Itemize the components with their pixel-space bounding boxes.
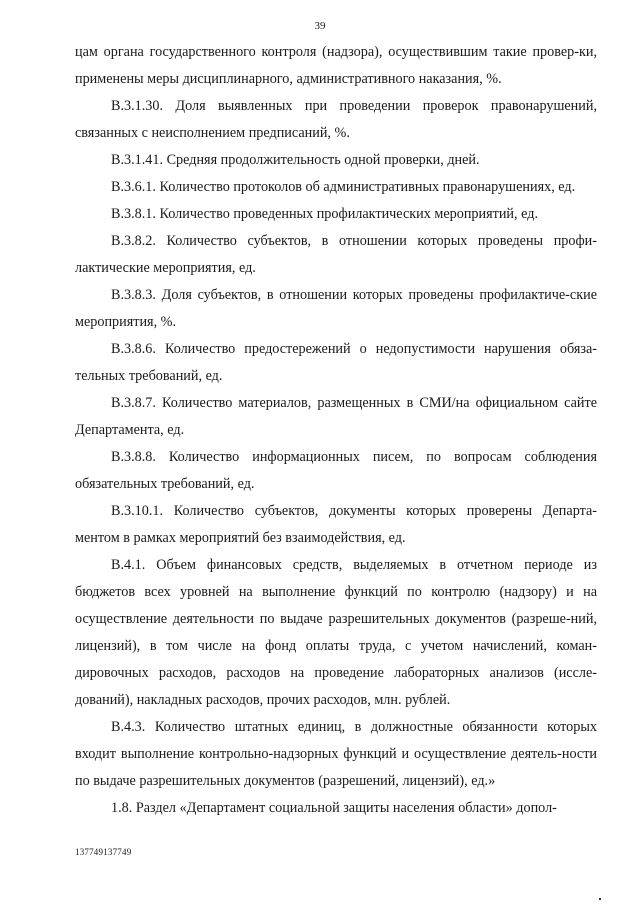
paragraph: В.3.1.41. Средняя продолжительность одной проверки, дней.: [111, 152, 480, 168]
document-body: [75, 39, 597, 822]
paragraph: В.4.1. Объем финансовых средств, выделяемых в отчетном периоде из бюджетов всех уровней на выполнение функций по контролю (надзору) и на осуществление деятельности по выдаче разрешительных документов (разреше-ний, лицензий), в том числе на фонд оплаты труда, с учетом начислений, коман-дировочных расходов, расходов на проведение лабораторных анализов (иссле-дований), накладных расходов, прочих расходов, млн. рублей.: [75, 557, 597, 708]
paragraph: В.3.6.1. Количество протоколов об административных правонарушениях, ед.: [111, 179, 576, 195]
paragraph: 1.8. Раздел «Департамент социальной защиты населения области» допол-: [111, 800, 557, 816]
document-code: 137749137749: [75, 847, 132, 857]
paragraph: В.3.10.1. Количество субъектов, документы которых проверены Департа-ментом в рамках мероприятий без взаимодействия, ед.: [75, 503, 597, 546]
page-number: 39: [314, 20, 326, 32]
paragraph: В.3.8.7. Количество материалов, размещенных в СМИ/на официальном сайте Департамента, ед.: [75, 395, 597, 438]
paragraph: В.4.3. Количество штатных единиц, в должностные обязанности которых входит выполнение контрольно-надзорных функций и осуществление деятель-ности по выдаче разрешительных документов (разрешений, лицензий), ед.»: [75, 719, 597, 789]
paragraph: В.3.1.30. Доля выявленных при проведении проверок правонарушений, связанных с неисполнением предписаний, %.: [75, 98, 597, 141]
scan-speck: [599, 898, 601, 900]
paragraph: цам органа государственного контроля (надзора), осуществившим такие провер-ки, применены меры дисциплинарного, административного наказания, %.: [75, 44, 597, 87]
paragraph: В.3.8.8. Количество информационных писем, по вопросам соблюдения обязательных требований, ед.: [75, 449, 597, 492]
paragraph: В.3.8.1. Количество проведенных профилактических мероприятий, ед.: [111, 206, 538, 222]
paragraph: В.3.8.3. Доля субъектов, в отношении которых проведены профилактиче-ские мероприятия, %.: [75, 287, 597, 330]
paragraph: В.3.8.6. Количество предостережений о недопустимости нарушения обяза-тельных требований, ед.: [75, 341, 597, 384]
paragraph: В.3.8.2. Количество субъектов, в отношении которых проведены профи-лактические мероприятия, ед.: [75, 233, 597, 276]
